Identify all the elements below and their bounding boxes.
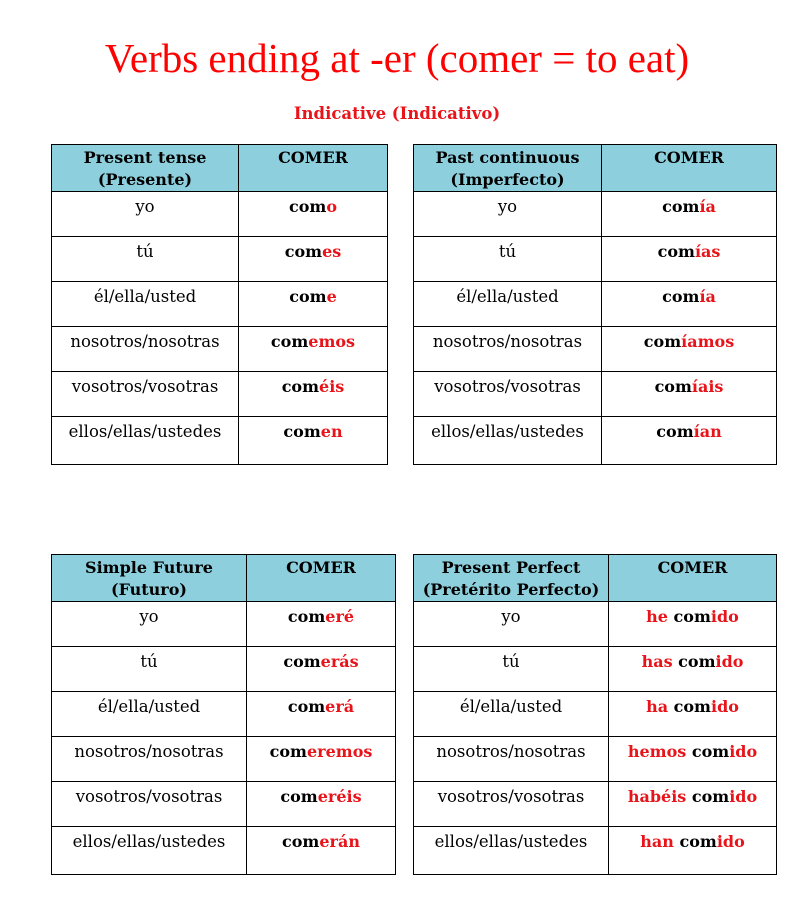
conjugation-cell — [609, 782, 777, 827]
table-row — [52, 647, 396, 692]
conjugation-cell — [239, 372, 388, 417]
table-row — [52, 192, 388, 237]
table-header-row — [52, 145, 388, 192]
auxiliary-verb: habéis — [627, 787, 687, 806]
verb-stem: com — [289, 287, 327, 306]
verb-ending: íais — [691, 377, 724, 396]
verb-ending: ido — [729, 742, 758, 761]
tense-name: Present Perfect — [441, 558, 581, 577]
table-header-row — [414, 555, 777, 602]
table-row — [414, 417, 777, 465]
auxiliary-verb: han — [640, 832, 674, 851]
pronoun-cell: él/ella/usted — [414, 692, 609, 737]
verb-stem: com — [691, 742, 730, 761]
conjugation-cell — [609, 647, 777, 692]
conjugation-cell — [602, 282, 777, 327]
conjugation-cell — [239, 237, 388, 282]
pronoun-cell: yo — [414, 602, 609, 647]
verb-ending: o — [326, 197, 337, 216]
pronoun-cell: yo — [52, 602, 247, 647]
tense-spanish-name: (Pretérito Perfecto) — [422, 580, 600, 599]
verb-ending: ido — [710, 607, 739, 626]
table-row — [414, 827, 777, 875]
pronoun-cell: yo — [414, 192, 602, 237]
verb-stem: com — [288, 197, 327, 216]
verb-ending: erás — [320, 652, 359, 671]
table-header-row — [52, 555, 396, 602]
conjugation-cell — [602, 237, 777, 282]
verb-stem: com — [673, 697, 711, 716]
pronoun-cell: vosotros/vosotras — [414, 372, 602, 417]
verb-stem: com — [678, 652, 716, 671]
conjugation-cell — [247, 602, 396, 647]
table-row — [52, 827, 396, 875]
conjugation-cell — [609, 737, 777, 782]
table-row — [414, 737, 777, 782]
table-row — [52, 417, 388, 465]
table-row — [52, 327, 388, 372]
pronoun-cell: ellos/ellas/ustedes — [414, 827, 609, 875]
verb-ending: ía — [699, 287, 716, 306]
verb-stem: com — [269, 742, 307, 761]
table-row — [414, 372, 777, 417]
pronoun-cell: nosotros/nosotras — [414, 737, 609, 782]
conjugation-cell — [239, 417, 388, 465]
present-perfect-table — [413, 554, 777, 875]
future-tense-table — [51, 554, 396, 875]
tense-header — [52, 555, 247, 602]
pronoun-cell: él/ella/usted — [414, 282, 602, 327]
table-row — [414, 692, 777, 737]
conjugation-cell — [239, 327, 388, 372]
verb-stem: com — [679, 832, 717, 851]
verb-ending: ía — [699, 197, 716, 216]
pronoun-cell: nosotros/nosotras — [52, 327, 239, 372]
pronoun-cell: ellos/ellas/ustedes — [52, 827, 247, 875]
page-subtitle: Indicative (Indicativo) — [293, 104, 501, 123]
verb-stem: com — [662, 287, 700, 306]
auxiliary-verb: he — [646, 607, 668, 626]
verb-ending: eremos — [306, 742, 373, 761]
verb-ending: ido — [729, 787, 758, 806]
verb-stem: com — [657, 242, 695, 261]
tense-name: Past continuous — [435, 148, 580, 167]
conjugation-cell — [609, 692, 777, 737]
table-row — [52, 237, 388, 282]
pronoun-cell: vosotros/vosotras — [414, 782, 609, 827]
pronoun-cell: tú — [414, 237, 602, 282]
verb-stem: com — [643, 332, 682, 351]
page-title: Verbs ending at -er (comer = to eat) — [104, 35, 690, 81]
conjugation-cell — [602, 417, 777, 465]
auxiliary-verb: has — [641, 652, 673, 671]
verb-stem: com — [283, 652, 321, 671]
tense-name: Present tense — [83, 148, 207, 167]
verb-ending: en — [320, 422, 343, 441]
pronoun-cell: nosotros/nosotras — [52, 737, 247, 782]
table-row — [52, 282, 388, 327]
pronoun-cell: yo — [52, 192, 239, 237]
conjugation-cell — [239, 192, 388, 237]
pronoun-cell: tú — [52, 237, 239, 282]
verb-stem: com — [654, 377, 692, 396]
pronoun-cell: vosotros/vosotras — [52, 782, 247, 827]
table-header-row — [414, 145, 777, 192]
table-row — [414, 282, 777, 327]
verb-ending: íamos — [681, 332, 735, 351]
conjugation-cell — [239, 282, 388, 327]
table-row — [414, 782, 777, 827]
imperfect-tense-table — [413, 144, 777, 465]
verb-stem: com — [281, 377, 320, 396]
verb-header: COMER — [239, 145, 388, 192]
conjugation-cell — [247, 692, 396, 737]
pronoun-cell: tú — [414, 647, 609, 692]
conjugation-cell — [609, 827, 777, 875]
table-row — [52, 692, 396, 737]
verb-ending: erán — [319, 832, 360, 851]
table-row — [414, 237, 777, 282]
conjugation-cell — [609, 602, 777, 647]
table-row — [414, 602, 777, 647]
conjugation-cell — [602, 192, 777, 237]
verb-stem: com — [283, 422, 321, 441]
conjugation-cell — [247, 827, 396, 875]
verb-ending: ías — [694, 242, 721, 261]
verb-ending: es — [322, 242, 342, 261]
verb-stem: com — [270, 332, 309, 351]
verb-ending: ido — [716, 832, 745, 851]
verb-ending: eré — [325, 607, 355, 626]
table-row — [414, 327, 777, 372]
verb-ending: ido — [715, 652, 744, 671]
tense-spanish-name: (Presente) — [97, 170, 193, 189]
pronoun-cell: tú — [52, 647, 247, 692]
verb-ending: e — [326, 287, 337, 306]
verb-stem: com — [673, 607, 711, 626]
conjugation-cell — [247, 782, 396, 827]
tense-name: Simple Future — [85, 558, 213, 577]
present-tense-table — [51, 144, 388, 465]
conjugation-cell — [247, 737, 396, 782]
tense-header — [414, 145, 602, 192]
verb-header: COMER — [602, 145, 777, 192]
verb-ending: ido — [710, 697, 739, 716]
tense-spanish-name: (Futuro) — [111, 580, 187, 599]
table-row — [52, 737, 396, 782]
tense-header — [414, 555, 609, 602]
pronoun-cell: ellos/ellas/ustedes — [414, 417, 602, 465]
verb-ending: eréis — [317, 787, 362, 806]
auxiliary-verb: hemos — [627, 742, 687, 761]
table-row — [414, 192, 777, 237]
verb-stem: com — [287, 697, 326, 716]
verb-stem: com — [691, 787, 730, 806]
pronoun-cell: él/ella/usted — [52, 692, 247, 737]
tense-header — [52, 145, 239, 192]
pronoun-cell: vosotros/vosotras — [52, 372, 239, 417]
verb-ending: emos — [308, 332, 356, 351]
verb-stem: com — [282, 832, 320, 851]
verb-ending: ían — [693, 422, 722, 441]
conjugation-cell — [602, 372, 777, 417]
table-row — [52, 782, 396, 827]
verb-stem: com — [287, 607, 326, 626]
verb-stem: com — [284, 242, 323, 261]
pronoun-cell: nosotros/nosotras — [414, 327, 602, 372]
pronoun-cell: ellos/ellas/ustedes — [52, 417, 239, 465]
auxiliary-verb: ha — [646, 697, 669, 716]
conjugation-cell — [247, 647, 396, 692]
verb-header: COMER — [609, 555, 777, 602]
verb-ending: éis — [319, 377, 345, 396]
verb-header: COMER — [247, 555, 396, 602]
tense-spanish-name: (Imperfecto) — [450, 170, 565, 189]
table-row — [52, 602, 396, 647]
table-row — [414, 647, 777, 692]
pronoun-cell: él/ella/usted — [52, 282, 239, 327]
table-row — [52, 372, 388, 417]
verb-ending: erá — [325, 697, 355, 716]
verb-stem: com — [280, 787, 318, 806]
conjugation-cell — [602, 327, 777, 372]
verb-stem: com — [662, 197, 700, 216]
verb-stem: com — [656, 422, 694, 441]
